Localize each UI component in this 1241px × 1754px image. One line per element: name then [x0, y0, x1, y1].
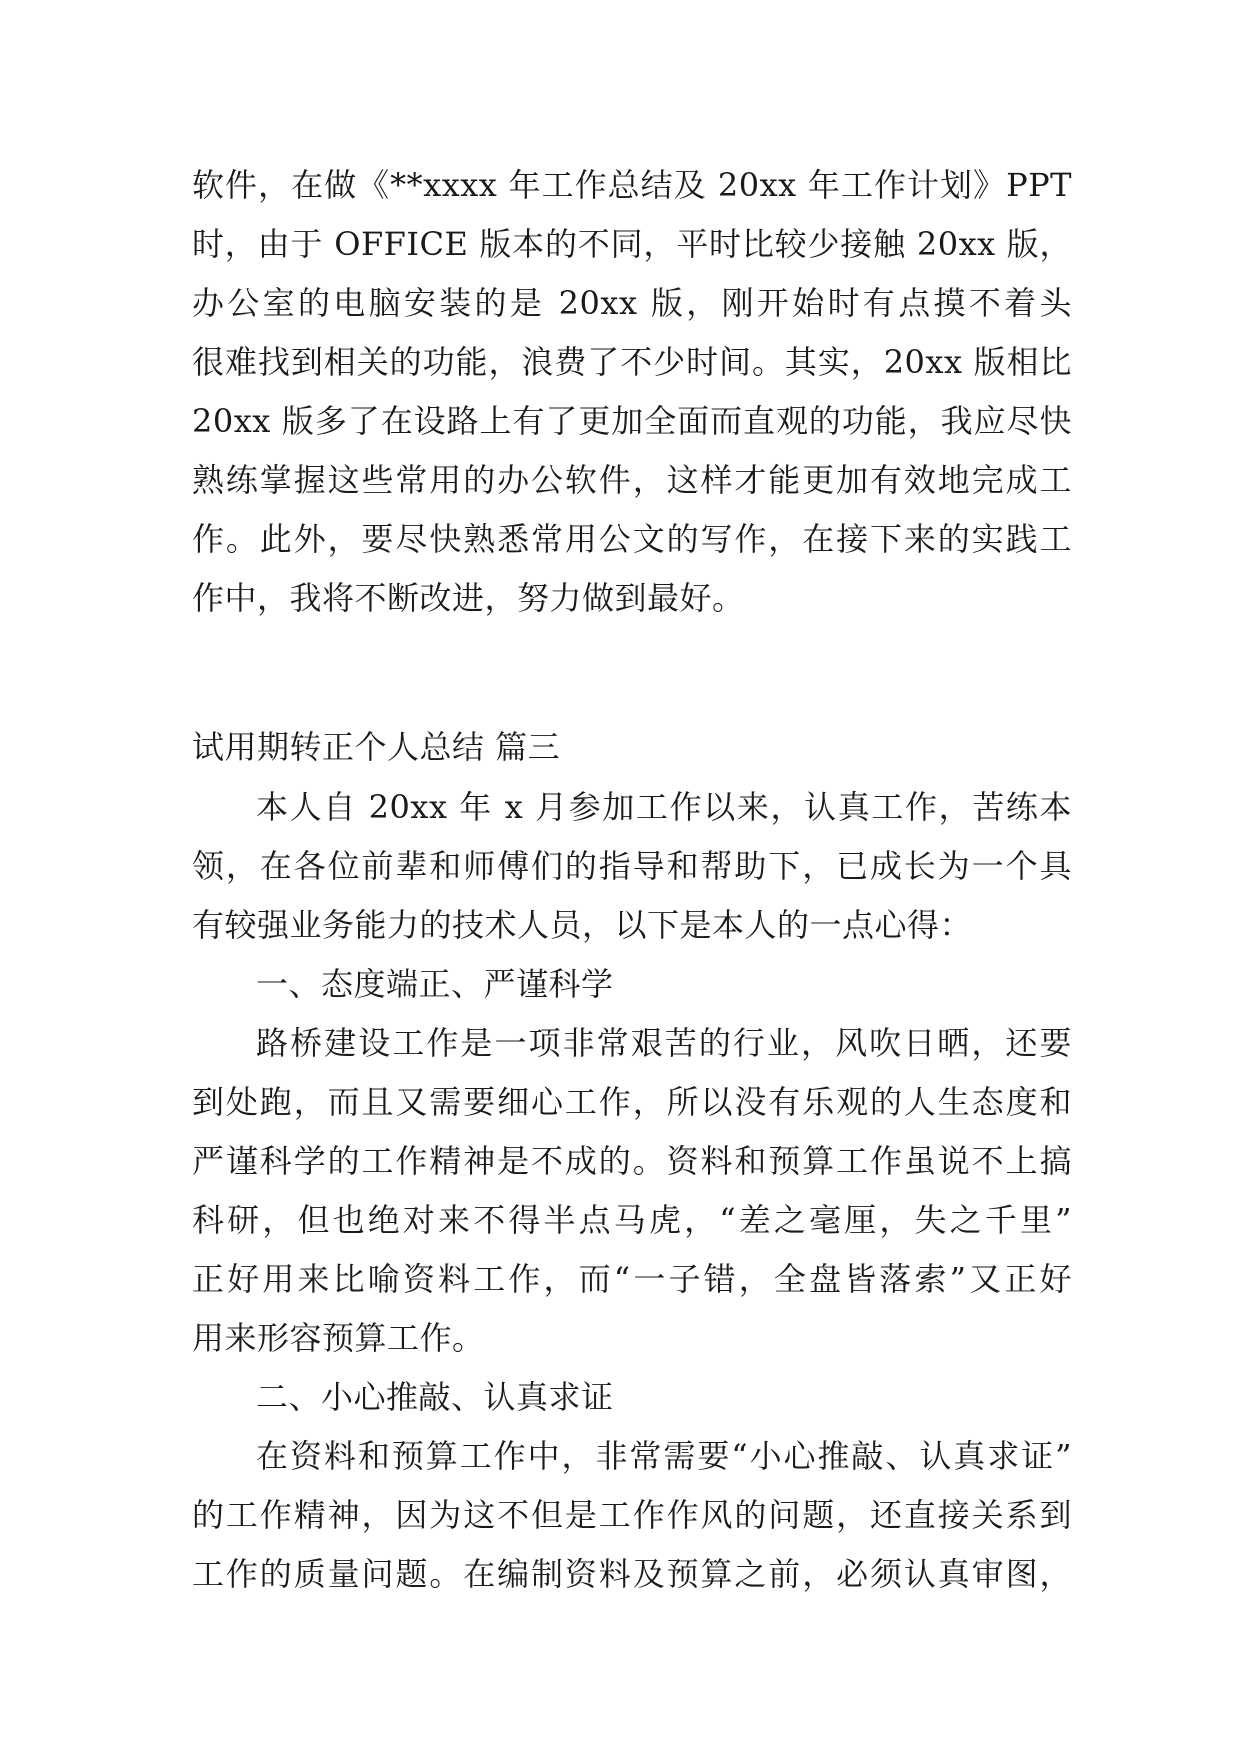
paragraph4-line-3: 工作的质量问题。在编制资料及预算之前，必须认真审图，	[192, 1555, 1072, 1593]
paragraph3-line-4: 科研，但也绝对来不得半点马虎，“差之毫厘，失之千里”	[192, 1201, 1072, 1239]
paragraph2-line-2: 领，在各位前辈和师傅们的指导和帮助下，已成长为一个具	[192, 847, 1072, 885]
document-body	[192, 156, 1072, 1604]
paragraph1-line-6: 熟练掌握这些常用的办公软件，这样才能更加有效地完成工	[192, 461, 1072, 499]
paragraph1-line-2: 时，由于 OFFICE 版本的不同，平时比较少接触 20xx 版，	[192, 225, 1072, 263]
paragraph3-line-2: 到处跑，而且又需要细心工作，所以没有乐观的人生态度和	[192, 1083, 1072, 1121]
section-heading: 试用期转正个人总结 篇三	[192, 728, 561, 766]
paragraph3-line-6: 用来形容预算工作。	[192, 1319, 485, 1357]
paragraph1-line-5: 20xx 版多了在设路上有了更加全面而直观的功能，我应尽快	[192, 402, 1072, 440]
paragraph1-line-3: 办公室的电脑安装的是 20xx 版，刚开始时有点摸不着头	[192, 284, 1072, 322]
paragraph1-line-8: 作中，我将不断改进，努力做到最好。	[192, 579, 745, 617]
paragraph1-line-4: 很难找到相关的功能，浪费了不少时间。其实，20xx 版相比	[192, 343, 1072, 381]
paragraph2-line-3: 有较强业务能力的技术人员，以下是本人的一点心得：	[192, 906, 973, 944]
paragraph1-line-7: 作。此外，要尽快熟悉常用公文的写作，在接下来的实践工	[192, 520, 1072, 558]
paragraph1-line-1: 软件，在做《**xxxx 年工作总结及 20xx 年工作计划》PPT	[192, 166, 1072, 204]
paragraph3-line-5: 正好用来比喻资料工作，而“一子错，全盘皆落索”又正好	[192, 1260, 1072, 1298]
paragraph2-line-1: 本人自 20xx 年 x 月参加工作以来，认真工作，苦练本	[256, 788, 1072, 826]
paragraph4-line-1: 在资料和预算工作中，非常需要“小心推敲、认真求证”	[256, 1437, 1072, 1475]
paragraph4-line-2: 的工作精神，因为这不但是工作作风的问题，还直接关系到	[192, 1496, 1072, 1534]
paragraph3-line-1: 路桥建设工作是一项非常艰苦的行业，风吹日晒，还要	[256, 1024, 1072, 1062]
subheading-1: 一、态度端正、严谨科学	[256, 965, 614, 1003]
subheading-2: 二、小心推敲、认真求证	[256, 1378, 614, 1416]
section-spacer	[192, 628, 1072, 716]
paragraph3-line-3: 严谨科学的工作精神是不成的。资料和预算工作虽说不上搞	[192, 1142, 1072, 1180]
